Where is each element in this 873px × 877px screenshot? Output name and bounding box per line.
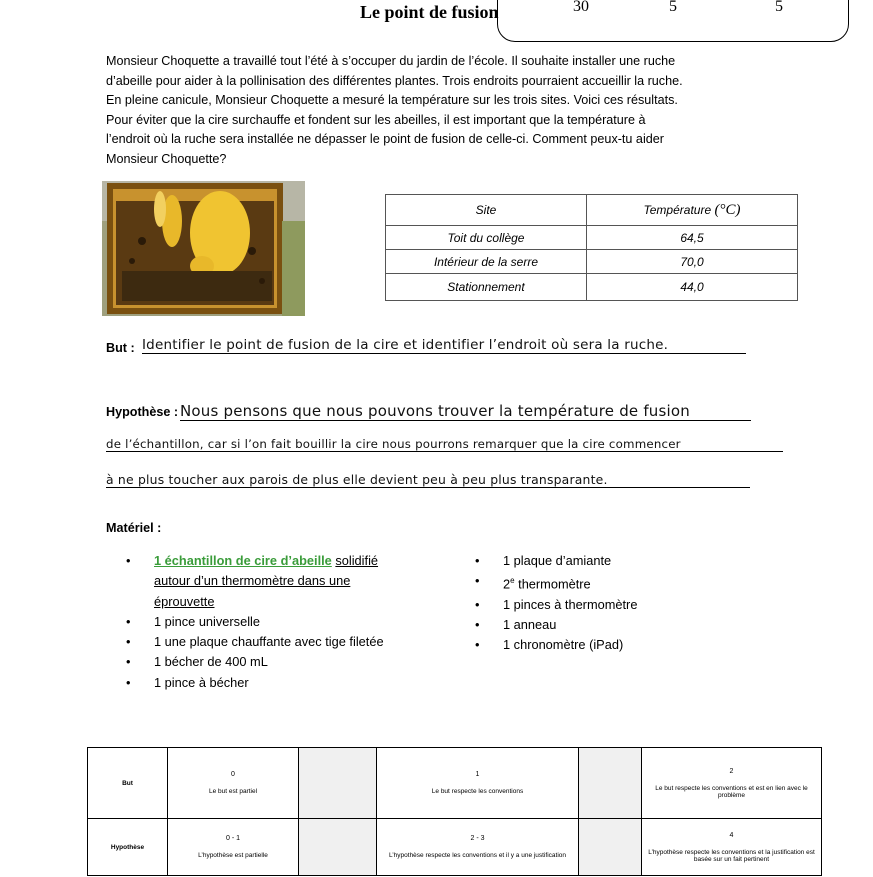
list-item: • 1 anneau (455, 615, 637, 635)
materiel-list-left (106, 551, 384, 693)
hypothese-line-3: à ne plus toucher aux parois de plus elle devient peu à peu plus transparante. (106, 472, 750, 488)
col-site: Site (386, 195, 587, 226)
but-label: But : (106, 341, 135, 355)
rubric-cell: 2 Le but respecte les conventions et est en lien avec le problème (642, 748, 822, 819)
hypothese-label: Hypothèse : (106, 405, 179, 419)
score-but: 5 (669, 0, 677, 15)
table-cell: Intérieur de la serre (386, 250, 587, 274)
list-item: • 1 chronomètre (iPad) (455, 635, 637, 655)
page-title: Le point de fusion (360, 2, 499, 22)
hypothese-line-2: de l’échantillon, car si l’on fait bouillir la cire nous pourrons remarquer que la cire commencer (106, 437, 783, 452)
rubric-score-box[interactable] (299, 748, 377, 819)
rubric-cell: 2 - 3 L’hypothèse respecte les conventions et il y a une justification (377, 819, 579, 876)
hypothese-line-1: Nous pensons que nous pouvons trouver la température de fusion (180, 402, 751, 421)
score-hypothese: 5 (775, 0, 783, 15)
rubric-cell: 4 L’hypothèse respecte les conventions et la justification est basée sur un fait pertinent (642, 819, 822, 876)
rubric-score-box[interactable] (579, 819, 642, 876)
table-cell: Toit du collège (386, 226, 587, 250)
materiel-list-right (455, 551, 637, 656)
list-item: • 1 une plaque chauffante avec tige filetée (106, 632, 384, 652)
rubric-cell: 1 Le but respecte les conventions (377, 748, 579, 819)
materiel-label: Matériel : (106, 521, 162, 535)
col-temperature: Température (°C) (587, 195, 798, 226)
rubric-score-box[interactable] (299, 819, 377, 876)
rubric-cell: 0 - 1 L’hypothèse est partielle (168, 819, 299, 876)
table-cell: 70,0 (587, 250, 798, 274)
list-item: • 1 pince universelle (106, 612, 384, 632)
temperature-table (385, 194, 798, 301)
list-item: • 1 bécher de 400 mL (106, 652, 384, 672)
list-item: • 1 échantillon de cire d’abeille solidifié autour d’un thermomètre dans une éprouvette (106, 551, 384, 612)
beehive-photo (102, 181, 305, 316)
rubric-row-name: Hypothèse (88, 819, 168, 876)
list-item: • 1 plaque d’amiante (455, 551, 637, 571)
but-answer: Identifier le point de fusion de la cire et identifier l’endroit où sera la ruche. (142, 337, 746, 354)
list-item: • 2e thermomètre (455, 571, 637, 595)
list-item: • 1 pinces à thermomètre (455, 595, 637, 615)
rubric-score-box[interactable] (579, 748, 642, 819)
score-box (497, 0, 849, 42)
table-cell: 44,0 (587, 274, 798, 301)
intro-paragraph: Monsieur Choquette a travaillé tout l’été à s’occuper du jardin de l’école. Il souhaite installer une ruche d’abeille pour aider à la pollinisation des différentes plantes. Trois endroits pourraient accueillir la ruche. En pleine canicule, Monsieur Choquette a mesuré la température sur les trois sites. Voici ces résultats. Pour éviter que la cire surchauffe et fondent sur les abeilles, il est important que la température à l’endroit où la ruche sera installée ne dépasser le point de fusion de celle-ci. Comment peux-tu aider Monsieur Choquette? (106, 54, 683, 166)
rubric-row-name: But (88, 748, 168, 819)
rubric-cell: 0 Le but est partiel (168, 748, 299, 819)
table-cell: Stationnement (386, 274, 587, 301)
rubric-table (87, 747, 822, 876)
score-total: 30 (573, 0, 589, 15)
list-item: • 1 pince à bécher (106, 673, 384, 693)
table-cell: 64,5 (587, 226, 798, 250)
